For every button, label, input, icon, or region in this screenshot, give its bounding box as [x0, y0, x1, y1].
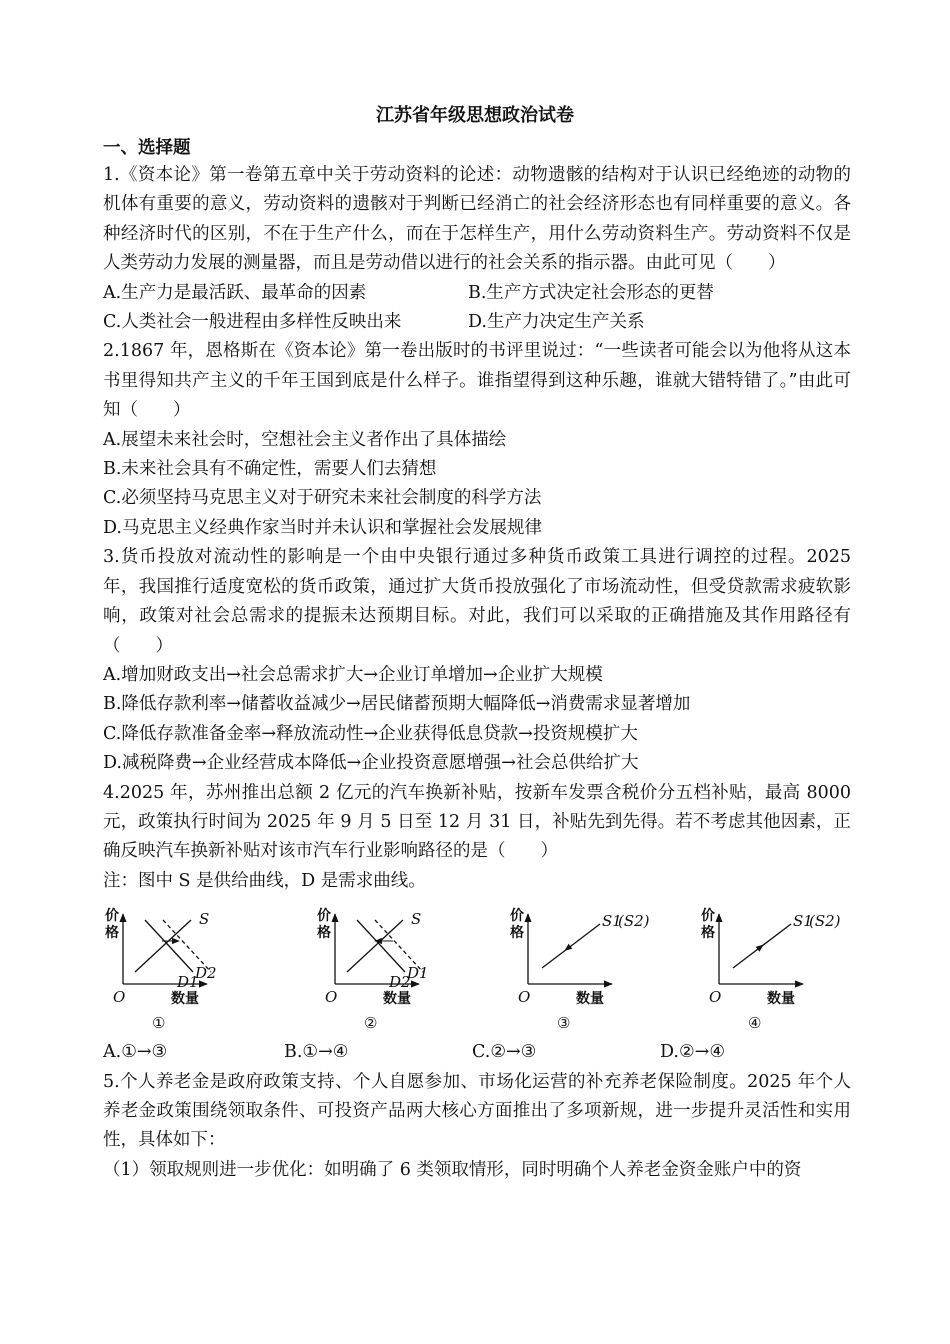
chart2-xlabel: 数量	[383, 991, 411, 1008]
chart3-origin: O	[518, 988, 531, 1007]
chart2-demand-solid	[357, 920, 405, 972]
q4-option-a[interactable]: A.①→③	[103, 1042, 168, 1063]
chart2-supply-curve	[347, 920, 403, 972]
exam-title: 江苏省年级思想政治试卷	[376, 105, 574, 126]
q1-option-c[interactable]: C.人类社会一般进程由多样性反映出来	[103, 312, 402, 333]
question-list	[103, 161, 851, 1185]
chart4-caption: ④	[748, 1014, 762, 1033]
chart4-origin: O	[709, 988, 722, 1007]
q4-option-c[interactable]: C.②→③	[472, 1042, 537, 1063]
chart1-demand-solid	[145, 920, 193, 972]
chart2-label-upper: D1	[407, 964, 429, 983]
q2-stem: 2.1867 年，恩格斯在《资本论》第一卷出版时的书评里说过：“一些读者可能会以为他将从这本书里得知共产主义的千年王国到底是什么样子。谁指望得到这种乐趣，谁就大错特错了。”由此可知（ ）	[103, 341, 851, 421]
chart1-xlabel: 数量	[171, 991, 199, 1008]
chart2-label-s: S	[411, 910, 422, 929]
chart4-label-s2: (S2)	[809, 912, 841, 931]
chart1-supply-curve	[135, 920, 191, 972]
supply-demand-diagrams	[103, 896, 851, 1038]
chart1-label-s: S	[199, 910, 210, 929]
chart3-label-s1: S1	[602, 912, 622, 931]
chart2-origin: O	[325, 988, 338, 1007]
chart4-label-s1: S1	[793, 912, 813, 931]
q5-item-1: （1）领取规则进一步优化：如明确了 6 类领取情形，同时明确个人养老金资金账户中的资	[103, 1159, 802, 1180]
chart1-label-upper: D2	[195, 964, 217, 983]
q4-option-b[interactable]: B.①→④	[284, 1042, 349, 1063]
q4-options-row	[103, 1038, 851, 1067]
q4-option-d[interactable]: D.②→④	[660, 1042, 726, 1063]
chart4-xlabel: 数量	[767, 991, 795, 1008]
chart1-caption: ①	[152, 1014, 166, 1033]
q2-option-c[interactable]: C.必须坚持马克思主义对于研究未来社会制度的科学方法	[103, 488, 542, 509]
chart3-ylabel-2: 格	[510, 925, 524, 942]
chart1-ylabel-1: 价	[105, 908, 119, 925]
chart2-caption: ②	[364, 1014, 378, 1033]
section-heading: 一、选择题	[103, 138, 191, 158]
chart4-ylabel-1: 价	[701, 908, 715, 925]
chart4-ylabel-2: 格	[701, 925, 715, 942]
q4-stem: 4.2025 年，苏州推出总额 2 亿元的汽车换新补贴，按新车发票含税价分五档补贴，最高 8000 元，政策执行时间为 2025 年 9 月 5 日至 12 月 31 日，补贴先到先得。若不考虑其他因素，正确反映汽车换新补贴对该市汽车行业影响路径的是（ ）	[103, 782, 851, 862]
chart3-label-s2: (S2)	[618, 912, 650, 931]
chart2-ylabel-1: 价	[317, 908, 331, 925]
chart3-move-arrow	[565, 945, 572, 951]
chart2-label-lower: D2	[389, 973, 411, 992]
chart1-label-lower: D1	[177, 973, 199, 992]
q1-stem: 1.《资本论》第一卷第五章中关于劳动资料的论述：动物遗骸的结构对于认识已经绝迹的动物的机体有重要的意义，劳动资料的遗骸对于判断已经消亡的社会经济形态也有同样重要的意义。各种经济时代的区别，不在于生产什么，而在于怎样生产，用什么劳动资料生产。劳动资料不仅是人类劳动力发展的测量器，而且是劳动借以进行的社会关系的指示器。由此可见（ ）	[103, 165, 851, 274]
chart3-xlabel: 数量	[576, 991, 604, 1008]
q2-option-d[interactable]: D.马克思主义经典作家当时并未认识和掌握社会发展规律	[103, 517, 542, 538]
chart1-origin: O	[113, 988, 126, 1007]
chart4-move-arrow	[756, 945, 763, 951]
q3-option-c[interactable]: C.降低存款准备金率→释放流动性→企业获得低息贷款→投资规模扩大	[103, 723, 638, 744]
q4-note: 注：图中 S 是供给曲线，D 是需求曲线。	[103, 870, 426, 891]
q2-option-a[interactable]: A.展望未来社会时，空想社会主义者作出了具体描绘	[103, 429, 507, 450]
q3-option-b[interactable]: B.降低存款利率→储蓄收益减少→居民储蓄预期大幅降低→消费需求显著增加	[103, 694, 691, 715]
q1-option-b[interactable]: B.生产方式决定社会形态的更替	[468, 282, 714, 303]
chart3-ylabel-1: 价	[510, 908, 524, 925]
q1-option-d[interactable]: D.生产力决定生产关系	[468, 312, 645, 333]
chart3-caption: ③	[557, 1014, 571, 1033]
q3-option-a[interactable]: A.增加财政支出→社会总需求扩大→企业订单增加→企业扩大规模	[103, 664, 603, 685]
q1-options-row-1	[103, 279, 851, 308]
q1-option-a[interactable]: A.生产力是最活跃、最革命的因素	[103, 282, 367, 303]
q1-options-row-2	[103, 308, 851, 337]
q4-diagrams	[103, 896, 851, 1038]
q5-stem: 5.个人养老金是政府政策支持、个人自愿参加、市场化运营的补充养老保险制度。2025 年个人养老金政策围绕领取条件、可投资产品两大核心方面推出了多项新规，进一步提升灵活性和实用性，具体如下：	[103, 1071, 851, 1151]
q3-option-d[interactable]: D.减税降费→企业经营成本降低→企业投资意愿增强→社会总供给扩大	[103, 753, 639, 774]
q3-stem: 3.货币投放对流动性的影响是一个由中央银行通过多种货币政策工具进行调控的过程。2025 年，我国推行适度宽松的货币政策，通过扩大货币投放强化了市场流动性，但受贷款需求疲软影响，政策对社会总需求的提振未达预期目标。对此，我们可以采取的正确措施及其作用路径有（ ）	[103, 547, 851, 656]
chart1-ylabel-2: 格	[105, 925, 119, 942]
q2-option-b[interactable]: B.未来社会具有不确定性，需要人们去猜想	[103, 459, 437, 480]
chart2-ylabel-2: 格	[317, 925, 331, 942]
